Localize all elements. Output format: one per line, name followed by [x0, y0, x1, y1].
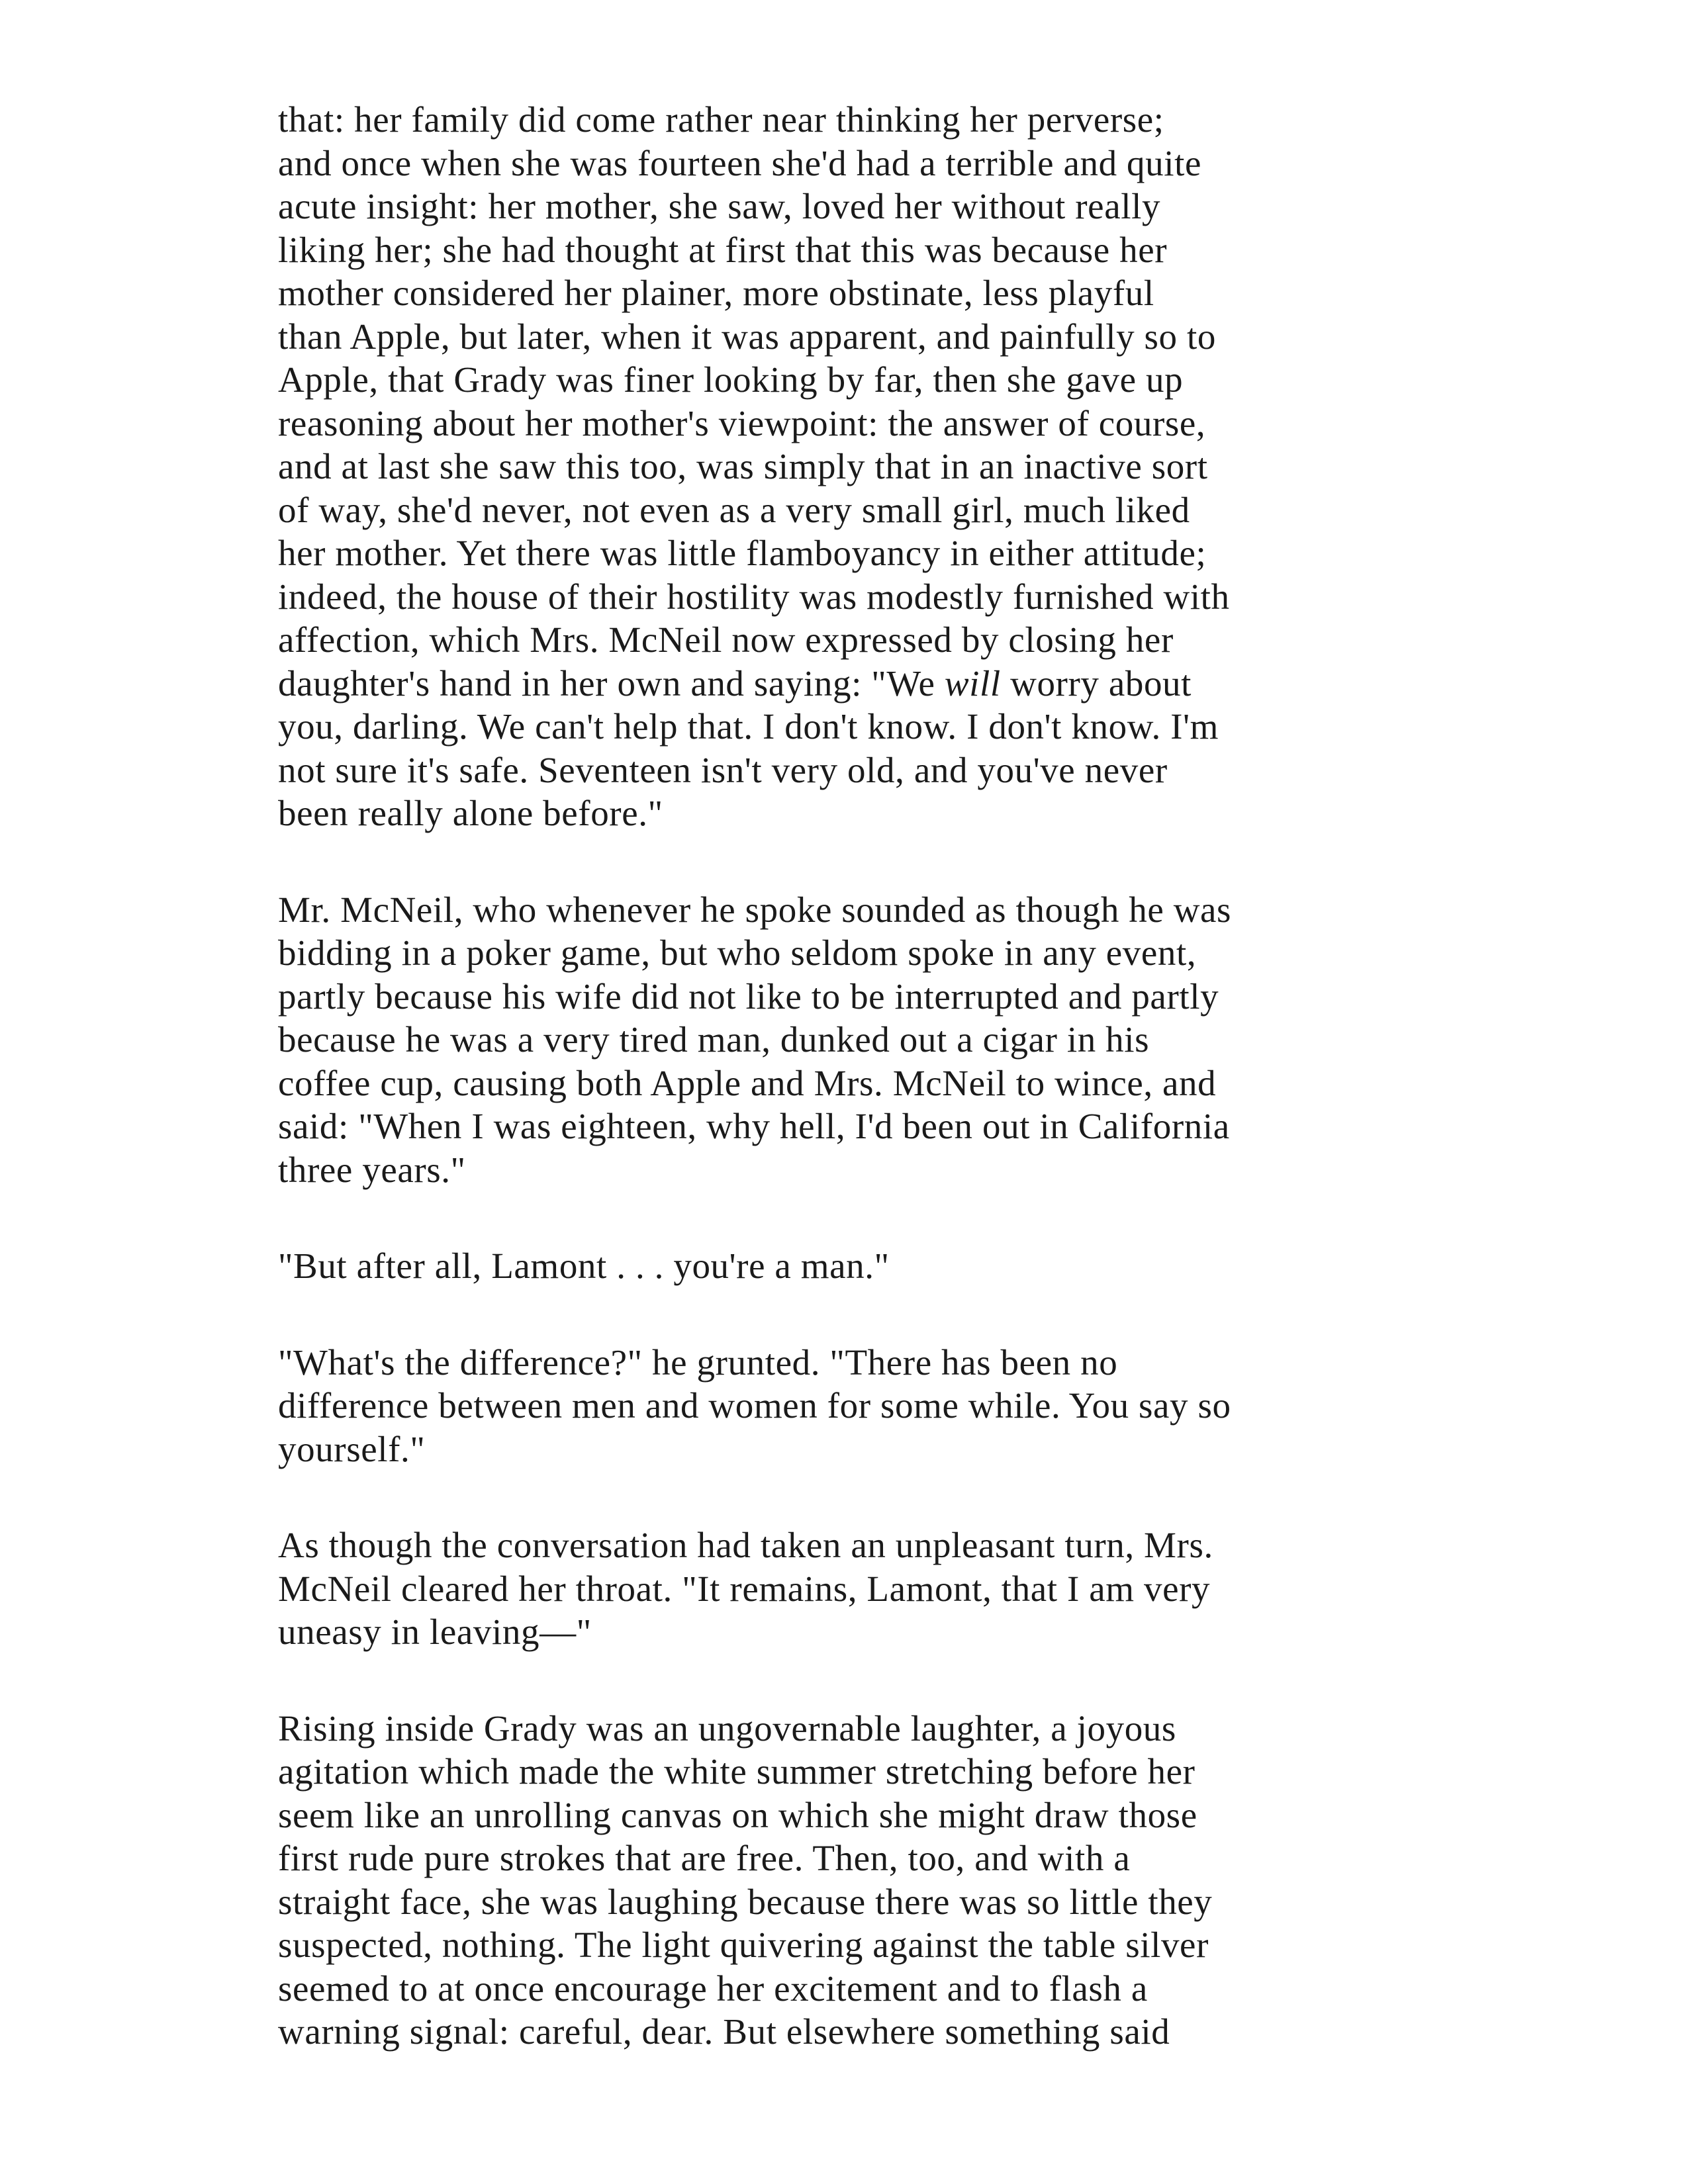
text-line: suspected, nothing. The light quivering against the table silver — [278, 1925, 1209, 1965]
text-line: indeed, the house of their hostility was modestly furnished with — [278, 576, 1230, 617]
text-line: yourself." — [278, 1428, 426, 1469]
text-line: bidding in a poker game, but who seldom spoke in any event, — [278, 933, 1197, 973]
text-line: first rude pure strokes that are free. Then, too, and with a — [278, 1838, 1131, 1878]
text-line: Apple, that Grady was finer looking by far, then she gave up — [278, 359, 1184, 400]
text-line: mother considered her plainer, more obstinate, less playful — [278, 273, 1154, 313]
text-line: uneasy in leaving—" — [278, 1612, 592, 1652]
text-line: agitation which made the white summer stretching before her — [278, 1751, 1196, 1792]
paragraph-6 — [278, 1707, 1417, 2054]
text-line: As though the conversation had taken an unpleasant turn, Mrs. — [278, 1525, 1213, 1565]
paragraph-4 — [278, 1341, 1417, 1471]
paragraph-1 — [278, 98, 1417, 835]
text-line: difference between men and women for some while. You say so — [278, 1385, 1231, 1426]
text-line: McNeil cleared her throat. "It remains, Lamont, that I am very — [278, 1568, 1211, 1609]
text-line: affection, which Mrs. McNeil now expressed by closing her — [278, 619, 1174, 660]
text-line: partly because his wife did not like to be interrupted and partly — [278, 976, 1219, 1017]
text-line: said: "When I was eighteen, why hell, I'd been out in California — [278, 1106, 1230, 1146]
body-text — [278, 98, 1417, 2054]
text-line: because he was a very tired man, dunked out a cigar in his — [278, 1019, 1150, 1060]
paragraph-3 — [278, 1244, 1417, 1288]
text-line: reasoning about her mother's viewpoint: the answer of course, — [278, 402, 1206, 443]
text-line: warning signal: careful, dear. But elsewhere something said — [278, 2011, 1170, 2052]
text-line: than Apple, but later, when it was apparent, and painfully so to — [278, 316, 1216, 357]
text-line: and once when she was fourteen she'd had a terrible and quite — [278, 142, 1202, 183]
text-line: straight face, she was laughing because there was so little they — [278, 1881, 1213, 1922]
text-line: "What's the difference?" he grunted. "There has been no — [278, 1342, 1118, 1383]
text-line: of way, she'd never, not even as a very small girl, much liked — [278, 489, 1190, 530]
text-line: been really alone before." — [278, 793, 663, 833]
paragraph-2 — [278, 888, 1417, 1192]
text-line: seemed to at once encourage her excitement and to flash a — [278, 1968, 1148, 2009]
text-line: her mother. Yet there was little flamboyancy in either attitude; — [278, 533, 1207, 573]
text-line: liking her; she had thought at first that this was because her — [278, 229, 1168, 270]
text-line: Rising inside Grady was an ungovernable laughter, a joyous — [278, 1707, 1176, 1749]
text-line: and at last she saw this too, was simply that in an inactive sort — [278, 446, 1208, 486]
text-line: coffee cup, causing both Apple and Mrs. McNeil to wince, and — [278, 1062, 1217, 1103]
text-line: that: her family did come rather near thinking her perverse; — [278, 99, 1164, 140]
text-line: not sure it's safe. Seventeen isn't very old, and you've never — [278, 749, 1168, 790]
text-line: you, darling. We can't help that. I don't know. I don't know. I'm — [278, 706, 1219, 747]
text-line: three years." — [278, 1149, 466, 1190]
emphasized-word: will — [944, 662, 1001, 704]
text-line: seem like an unrolling canvas on which she might draw those — [278, 1794, 1197, 1835]
text-line-with-emphasis — [278, 662, 1417, 705]
text-line: Mr. McNeil, who whenever he spoke sounded as though he was — [278, 889, 1232, 930]
line-after-emphasis: worry about — [1000, 662, 1192, 704]
text-line: "But after all, Lamont . . . you're a man." — [278, 1246, 890, 1286]
line-before-emphasis: daughter's hand in her own and saying: "We — [278, 662, 945, 704]
paragraph-5 — [278, 1524, 1417, 1654]
text-line: acute insight: her mother, she saw, loved her without really — [278, 186, 1161, 226]
